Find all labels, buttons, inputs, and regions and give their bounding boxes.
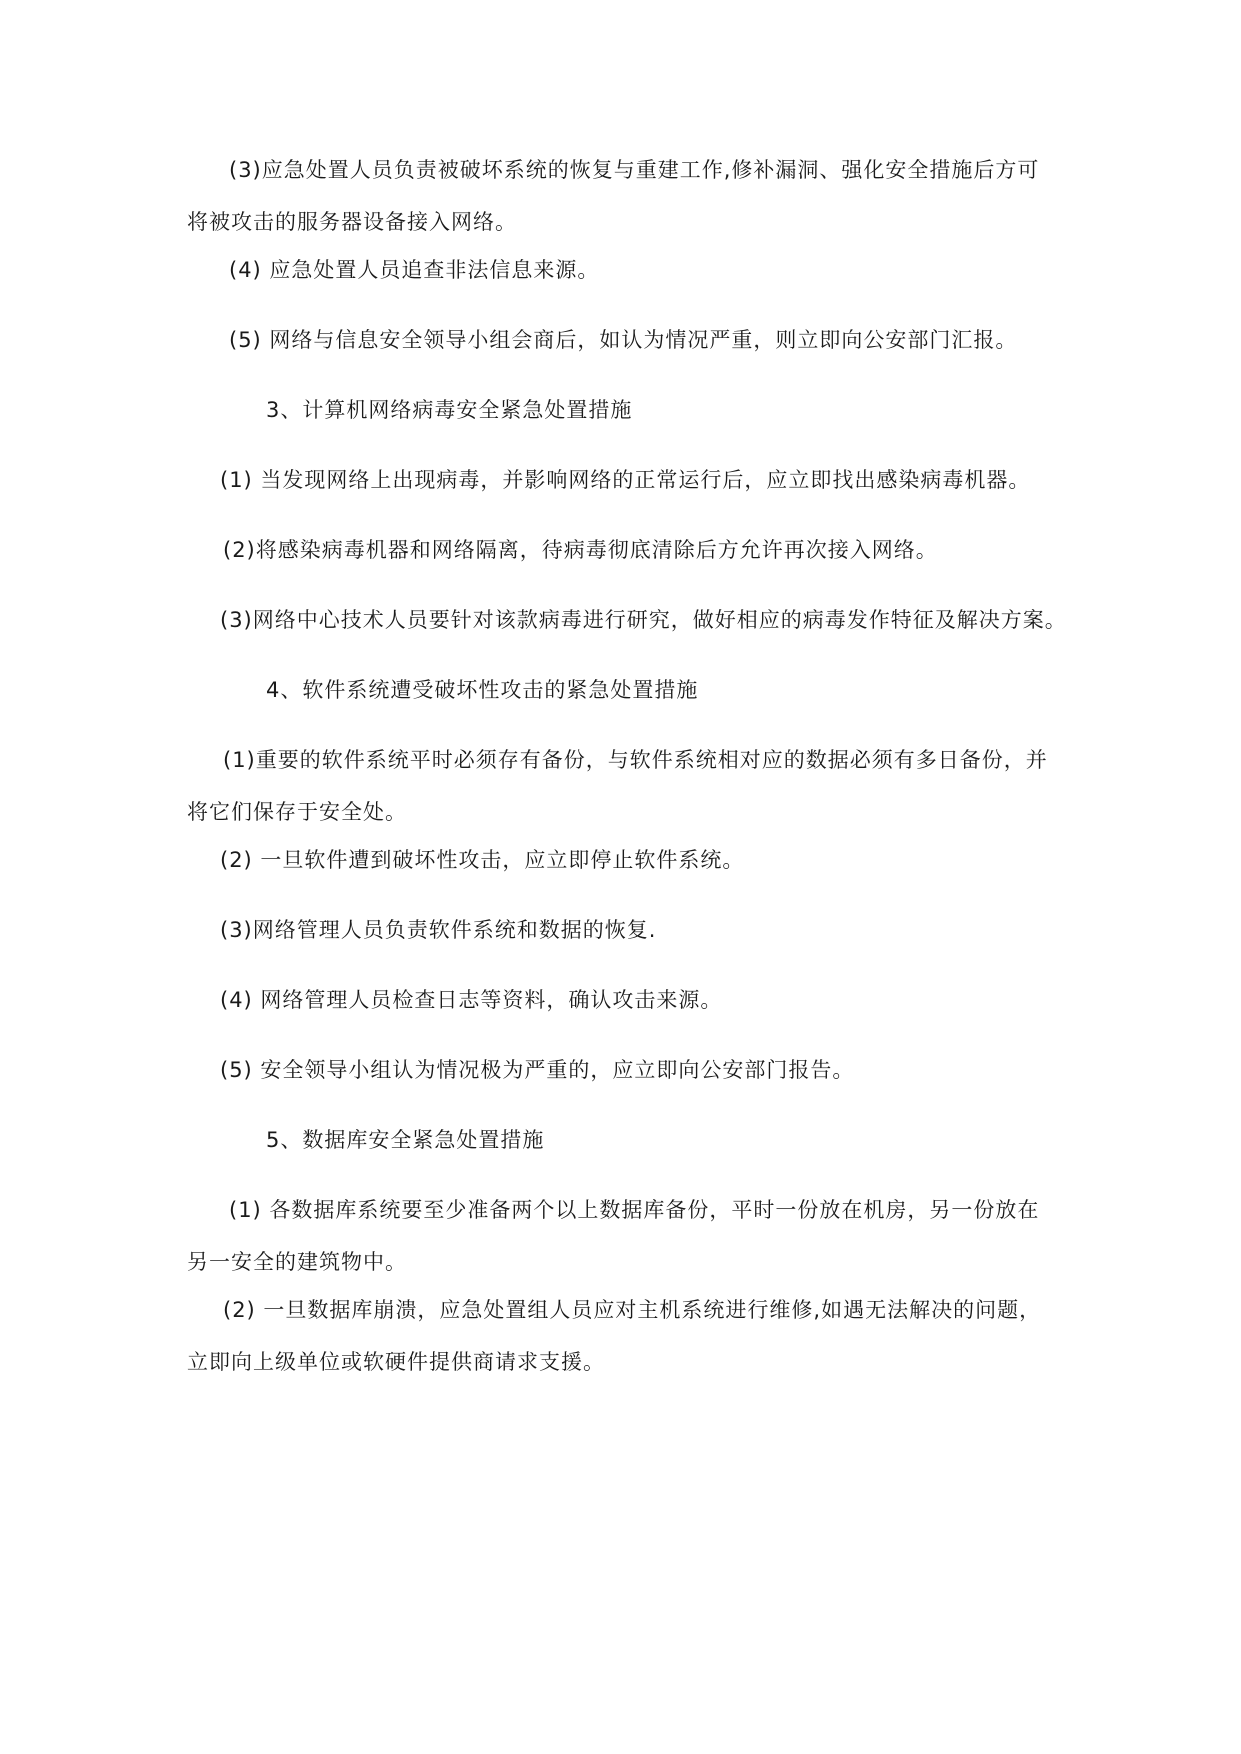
- paragraph-software-5: (5) 安全领导小组认为情况极为严重的，应立即向公安部门报告。: [220, 1058, 855, 1082]
- paragraph-software-4: (4) 网络管理人员检查日志等资料，确认攻击来源。: [220, 988, 723, 1012]
- section-heading-virus: 3、计算机网络病毒安全紧急处置措施: [266, 398, 633, 422]
- paragraph-virus-3: (3)网络中心技术人员要针对该款病毒进行研究，做好相应的病毒发作特征及解决方案。: [220, 608, 1067, 632]
- paragraph-5-report-police: (5) 网络与信息安全领导小组会商后，如认为情况严重，则立即向公安部门汇报。: [229, 328, 1018, 352]
- paragraph-4-trace-source: (4) 应急处置人员追查非法信息来源。: [229, 258, 600, 282]
- paragraph-software-1: (1)重要的软件系统平时必须存有备份，与软件系统相对应的数据必须有多日备份，并将它们保存于安全处。: [187, 748, 1048, 824]
- paragraph-virus-1: (1) 当发现网络上出现病毒，并影响网络的正常运行后，应立即找出感染病毒机器。: [220, 468, 1031, 492]
- paragraph-virus-2: (2)将感染病毒机器和网络隔离，待病毒彻底清除后方允许再次接入网络。: [223, 538, 938, 562]
- section-heading-database: 5、数据库安全紧急处置措施: [266, 1128, 545, 1152]
- section-heading-software: 4、软件系统遭受破坏性攻击的紧急处置措施: [266, 678, 699, 702]
- paragraph-3-recovery: (3)应急处置人员负责被破坏系统的恢复与重建工作,修补漏洞、强化安全措施后方可将被攻击的服务器设备接入网络。: [187, 158, 1040, 234]
- paragraph-software-2: (2) 一旦软件遭到破坏性攻击，应立即停止软件系统。: [220, 848, 745, 872]
- paragraph-software-3: (3)网络管理人员负责软件系统和数据的恢复.: [220, 918, 657, 942]
- paragraph-database-2: (2) 一旦数据库崩溃，应急处置组人员应对主机系统进行维修,如遇无法解决的问题，立即向上级单位或软硬件提供商请求支援。: [187, 1298, 1042, 1374]
- paragraph-database-1: (1) 各数据库系统要至少准备两个以上数据库备份，平时一份放在机房，另一份放在另一安全的建筑物中。: [187, 1198, 1040, 1274]
